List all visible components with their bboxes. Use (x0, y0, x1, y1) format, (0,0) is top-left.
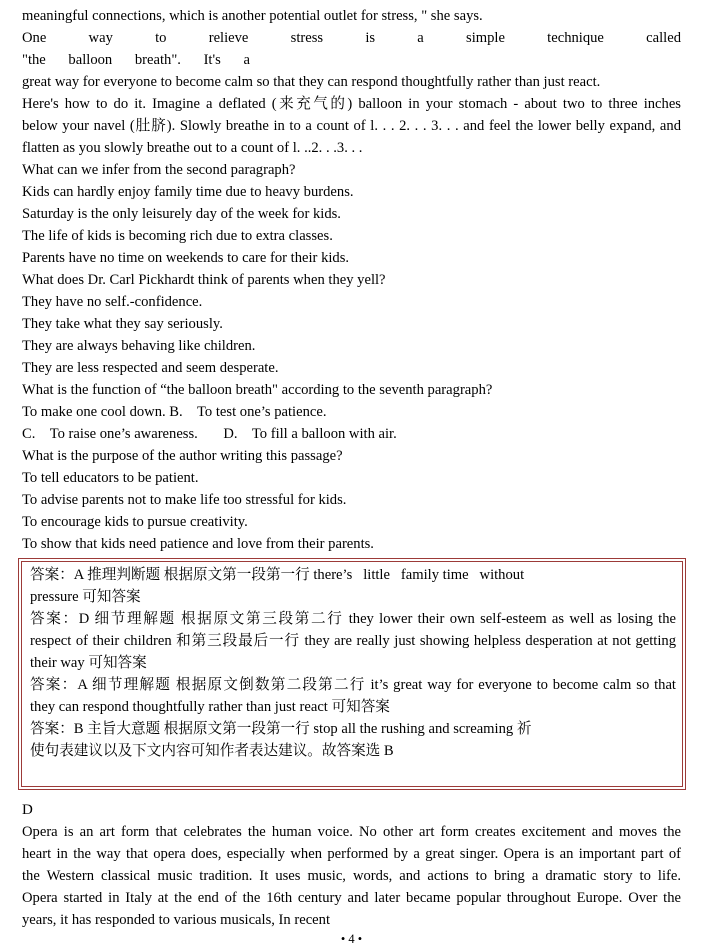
text-line: Opera is an art form that celebrates the human voice. No other art form creates excitement and moves the (22, 824, 681, 840)
answer-box (18, 558, 686, 790)
text-line: years, it has responded to various musicals, In recent (22, 912, 331, 928)
text-line: below your navel (肚脐). Slowly breathe in to a count of l. . . 2. . . 3. . . and feel the lower belly expand, and (22, 118, 681, 134)
text-line: Opera started in Italy at the end of the 16th century and later became popular throughout Europe. Over the (22, 890, 681, 906)
text-line: "the balloon breath". It's a (22, 52, 250, 68)
text-line: Saturday is the only leisurely day of the week for kids. (22, 206, 341, 222)
page-number: • 4 • (340, 932, 363, 946)
answer-line: 答案：D 细节理解题 根据原文第三段第二行 they lower their own self-esteem as well as losing the (30, 611, 676, 627)
text-line: To show that kids need patience and love from their parents. (22, 536, 374, 552)
text-line: great way for everyone to become calm so that they can respond thoughtfully rather than just react. (22, 74, 601, 90)
text-line: To tell educators to be patient. (22, 470, 199, 486)
answer-line: 使句表建议以及下文内容可知作者表达建议。故答案选 B (30, 743, 394, 759)
text-line: What is the function of “the balloon breath" according to the seventh paragraph? (22, 382, 493, 398)
text-line: To advise parents not to make life too stressful for kids. (22, 492, 347, 508)
text-line: meaningful connections, which is another potential outlet for stress, " she says. (22, 8, 483, 24)
passage-d (22, 821, 681, 931)
answer-line: they can respond thoughtfully rather than just react 可知答案 (30, 699, 390, 715)
answer-line: their way 可知答案 (30, 655, 147, 671)
text-line: They take what they say seriously. (22, 316, 223, 332)
answer-line: pressure 可知答案 (30, 589, 141, 605)
answer-line: 答案：B 主旨大意题 根据原文第一段第一行 stop all the rushing and screaming 祈 (30, 721, 532, 737)
text-line: What is the purpose of the author writing this passage? (22, 448, 343, 464)
text-line: One way to relieve stress is a simple technique called (22, 30, 681, 46)
passage-and-questions (22, 5, 681, 555)
text-line: Kids can hardly enjoy family time due to heavy burdens. (22, 184, 354, 200)
text-line: flatten as you slowly breathe out to a count of l. ..2. . .3. . . (22, 140, 363, 156)
text-line: They are always behaving like children. (22, 338, 256, 354)
text-line: To encourage kids to pursue creativity. (22, 514, 248, 530)
text-line: the Western classical music tradition. It uses music, words, and actions to bring a dramatic story to life. (22, 868, 681, 884)
answer-line: 答案：A 推理判断题 根据原文第一段第一行 there’s little family time without (30, 567, 525, 583)
text-line: To make one cool down. B. To test one’s patience. (22, 404, 327, 420)
answer-line: respect of their children 和第三段最后一行 they are really just showing helpless desperation at not getting (30, 633, 676, 649)
text-line: Here's how to do it. Imagine a deflated (来充气的) balloon in your stomach - about two to three inches (22, 96, 681, 112)
text-line: They are less respected and seem desperate. (22, 360, 279, 376)
text-line: The life of kids is becoming rich due to extra classes. (22, 228, 333, 244)
text-line: C. To raise one’s awareness. D. To fill a balloon with air. (22, 426, 397, 442)
text-line: They have no self.-confidence. (22, 294, 203, 310)
text-line: What does Dr. Carl Pickhardt think of parents when they yell? (22, 272, 386, 288)
answer-line: 答案：A 细节理解题 根据原文倒数第二段第二行 it’s great way for everyone to become calm so that (30, 677, 676, 693)
text-line: heart in the way that opera does, especially when performed by a great singer. Opera is an important part of (22, 846, 681, 862)
section-heading: D (22, 802, 33, 818)
text-line: What can we infer from the second paragraph? (22, 162, 296, 178)
text-line: Parents have no time on weekends to care for their kids. (22, 250, 350, 266)
